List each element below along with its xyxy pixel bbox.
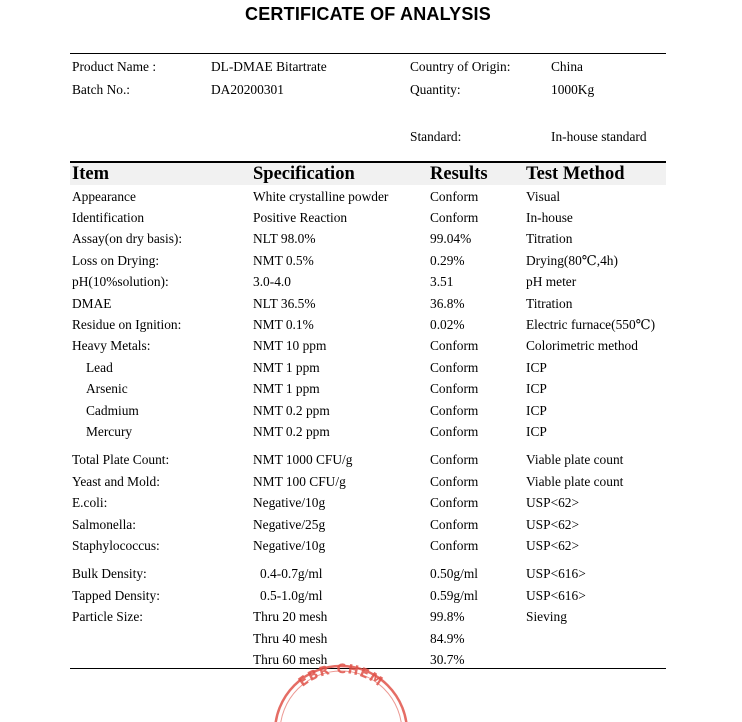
cell-result: Conform: [430, 381, 479, 396]
cell-test-method: USP<62>: [526, 517, 580, 532]
cell-item: Particle Size:: [72, 609, 144, 624]
cell-item: Mercury: [86, 424, 133, 439]
cell-result: 99.04%: [430, 231, 472, 246]
cell-test-method: Visual: [526, 189, 561, 204]
cell-item: Salmonella:: [72, 517, 136, 532]
cell-specification: NMT 1000 CFU/g: [253, 452, 353, 467]
cell-result: 99.8%: [430, 609, 465, 624]
cell-test-method: Titration: [526, 231, 573, 246]
cell-item: Residue on Ignition:: [72, 317, 182, 332]
cell-specification: NMT 0.2 ppm: [253, 424, 330, 439]
cell-result: 36.8%: [430, 296, 465, 311]
cell-test-method: Titration: [526, 296, 573, 311]
cell-item: pH(10%solution):: [72, 274, 169, 289]
cell-specification: NMT 1 ppm: [253, 360, 320, 375]
cell-item: Cadmium: [86, 403, 139, 418]
quantity-label: Quantity:: [410, 82, 461, 97]
cell-specification: Negative/10g: [253, 538, 326, 553]
cell-specification: NMT 10 ppm: [253, 338, 327, 353]
cell-item: Arsenic: [86, 381, 128, 396]
cell-test-method: USP<62>: [526, 538, 580, 553]
column-header-item: Item: [72, 164, 109, 184]
cell-test-method: ICP: [526, 360, 547, 375]
seal-graphic: [266, 662, 416, 722]
cell-test-method: In-house: [526, 210, 573, 225]
cell-result: Conform: [430, 210, 479, 225]
column-header-results: Results: [430, 164, 488, 184]
cell-item: E.coli:: [72, 495, 108, 510]
country-of-origin-label: Country of Origin:: [410, 59, 511, 74]
svg-text:EBR CHEM: EBR CHEM: [295, 662, 386, 691]
cell-item: Tapped Density:: [72, 588, 160, 603]
cell-specification: Negative/10g: [253, 495, 326, 510]
cell-test-method: Drying(80℃,4h): [526, 253, 618, 268]
cell-item: Lead: [86, 360, 113, 375]
cell-specification: NMT 100 CFU/g: [253, 474, 346, 489]
cell-result: 0.50g/ml: [430, 566, 478, 581]
cell-result: Conform: [430, 403, 479, 418]
cell-item: Total Plate Count:: [72, 452, 170, 467]
cell-result: 30.7%: [430, 652, 465, 667]
cell-test-method: ICP: [526, 381, 547, 396]
cell-test-method: Viable plate count: [526, 452, 624, 467]
cell-specification: Thru 60 mesh: [253, 652, 328, 667]
document-title: CERTIFICATE OF ANALYSIS: [245, 4, 491, 24]
cell-item: Staphylococcus:: [72, 538, 160, 553]
cell-item: Assay(on dry basis):: [72, 231, 183, 246]
company-seal: [266, 662, 416, 722]
cell-result: 0.59g/ml: [430, 588, 478, 603]
standard-value: In-house standard: [551, 129, 647, 144]
cell-specification: 0.5-1.0g/ml: [260, 588, 323, 603]
cell-item: Loss on Drying:: [72, 253, 160, 268]
cell-specification: 3.0-4.0: [253, 274, 291, 289]
cell-test-method: USP<616>: [526, 588, 586, 603]
cell-result: Conform: [430, 474, 479, 489]
product-name-value: DL-DMAE Bitartrate: [211, 59, 327, 74]
cell-item: Identification: [72, 210, 145, 225]
cell-item: DMAE: [72, 296, 112, 311]
cell-result: Conform: [430, 517, 479, 532]
cell-specification: Positive Reaction: [253, 210, 348, 225]
cell-test-method: ICP: [526, 424, 547, 439]
cell-result: Conform: [430, 452, 479, 467]
cell-result: Conform: [430, 424, 479, 439]
cell-specification: NMT 0.5%: [253, 253, 314, 268]
batch-no-label: Batch No.:: [72, 82, 131, 97]
cell-specification: NLT 98.0%: [253, 231, 316, 246]
top-rule: [70, 53, 666, 54]
country-of-origin-value: China: [551, 59, 583, 74]
cell-specification: NMT 0.1%: [253, 317, 314, 332]
cell-result: Conform: [430, 338, 479, 353]
standard-label: Standard:: [410, 129, 462, 144]
quantity-value: 1000Kg: [551, 82, 595, 97]
batch-no-value: DA20200301: [211, 82, 284, 97]
cell-specification: Negative/25g: [253, 517, 326, 532]
cell-test-method: ICP: [526, 403, 547, 418]
cell-result: Conform: [430, 360, 479, 375]
cell-result: 84.9%: [430, 631, 465, 646]
column-header-specification: Specification: [253, 164, 355, 184]
cell-result: Conform: [430, 189, 479, 204]
cell-result: 0.29%: [430, 253, 465, 268]
cell-result: 3.51: [430, 274, 454, 289]
column-header-test-method: Test Method: [526, 164, 625, 184]
cell-test-method: pH meter: [526, 274, 577, 289]
cell-item: Heavy Metals:: [72, 338, 151, 353]
cell-item: Bulk Density:: [72, 566, 147, 581]
cell-specification: NLT 36.5%: [253, 296, 316, 311]
cell-test-method: Sieving: [526, 609, 567, 624]
cell-test-method: Viable plate count: [526, 474, 624, 489]
cell-result: Conform: [430, 495, 479, 510]
cell-specification: White crystalline powder: [253, 189, 389, 204]
cell-specification: NMT 0.2 ppm: [253, 403, 330, 418]
cell-result: Conform: [430, 538, 479, 553]
cell-specification: Thru 40 mesh: [253, 631, 328, 646]
cell-item: Yeast and Mold:: [72, 474, 160, 489]
cell-specification: 0.4-0.7g/ml: [260, 566, 323, 581]
cell-test-method: USP<62>: [526, 495, 580, 510]
cell-test-method: Colorimetric method: [526, 338, 638, 353]
cell-test-method: Electric furnace(550℃): [526, 317, 656, 332]
cell-item: Appearance: [72, 189, 136, 204]
cell-specification: Thru 20 mesh: [253, 609, 328, 624]
product-name-label: Product Name :: [72, 59, 157, 74]
cell-specification: NMT 1 ppm: [253, 381, 320, 396]
cell-result: 0.02%: [430, 317, 465, 332]
cell-test-method: USP<616>: [526, 566, 586, 581]
